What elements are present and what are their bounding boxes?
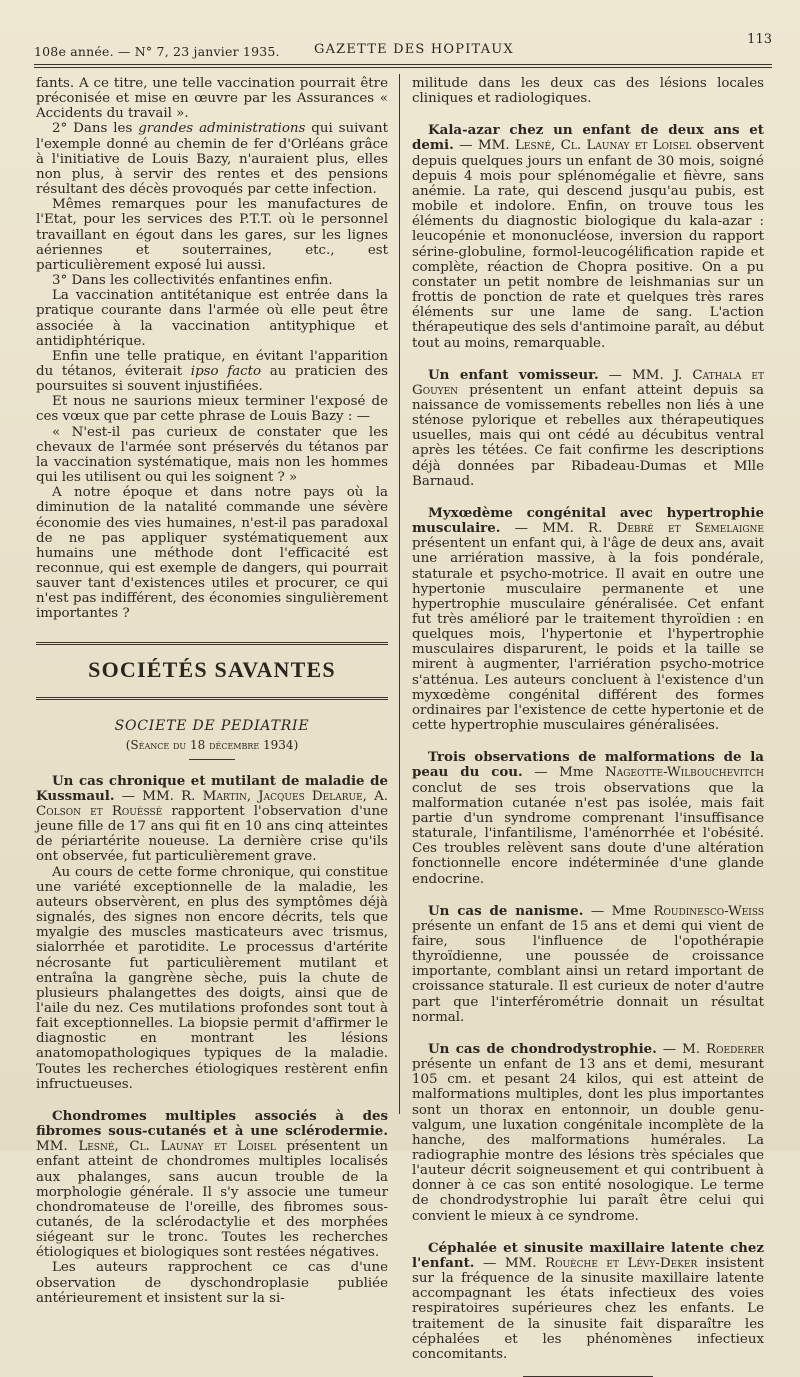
- article-myxoedeme: Myxœdème congénital avec hypertrophie musculaire. — MM. R. Debré et Semelaigne présentent un enfant qui, à l'âge de deux ans, avait une arriération massive, à la fois pondérale, staturale et psycho-motrice. Il avait en outre une hypertonie musculaire permanente et une hypertrophie musculaire généralisée. Cet enfant fut très amélioré par le traitement thyroïdien : en quelques mois, l'hypertonie et l'hypertrophie musculaires disparurent, le poids et la taille se mirent à augmenter, l'arriération psycho-motrice s'atténua. Les auteurs concluent à l'existence d'un myxœdème congénital différent des formes ordinaires par l'existence de cette hypertonie et de cette hypertrophie musculaires généralisées.: [412, 504, 765, 734]
- article-kala-azar: Kala-azar chez un enfant de deux ans et demi. — MM. Lesné, Cl. Launay et Loisel observent depuis quelques jours un enfant de 30 mois, soigné depuis 4 mois pour splénomégalie et fièvre, sans anémie. La rate, qui descend jusqu'au pubis, est mobile et indolore. Enfin, on trouve tous les éléments du diagnostic biologique du kala-azar : leucopénie et mononucléose, inversion du rapport sérine-globuline, formol-leucogélification rapide et complète, réaction de Chopra positive. On a pu constater un petit nombre de leishmanias sur un frottis de ponction de rate et quelques très rares éléments sur une lame de sang. L'action thérapeutique des sels d'antimoine paraît, au début tout au moins, remarquable.: [412, 122, 764, 351]
- journal-title: GAZETTE DES HOPITAUX: [314, 42, 514, 57]
- right-column: [412, 76, 764, 1377]
- article-peau-du-cou: Trois observations de malformations de la peau du cou. — Mme Nageotte-Wilbouchevitch conclut de ses trois observations que la malformation cutanée n'est pas isolée, mais fait partie d'un syndrome comprenant l'insuffisance staturale, l'infantilisme, l'aménorrhée et l'obésité. Ces troubles relèvent sans doute d'une altération fonctionnelle encore indéterminée d'une glande endocrine.: [412, 749, 765, 887]
- paragraph: 2° Dans les grandes administrations qui suivant l'exemple donné au chemin de fer d'Orléans grâce à l'initiative de Louis Bazy, n'auraient plus, elles non plus, à servir des rentes et des pensions résultant des décès provoqués par cette infection.: [36, 121, 388, 198]
- header-rule-2: [34, 67, 772, 68]
- paragraph: Enfin une telle pratique, en évitant l'apparition du tétanos, éviterait ipso facto au praticien des poursuites si souvent injustifiées.: [36, 348, 388, 395]
- paragraph: 3° Dans les collectivités enfantines enfin.: [52, 273, 333, 289]
- paragraph: Au cours de cette forme chronique, qui constitue une variété exceptionnelle de la maladie, les auteurs observèrent, en plus des symptômes déjà signalés, des signes non encore décrits, tels que myalgie des muscles masticateurs avec trismus, sialorrhée et parotidite. Le processus d'artérite nécrosante fut particulièrement mutilant et entraîna la gangrène sèche, puis la chute de plusieurs phalangettes des doigts, ainsi que de l'aile du nez. Ces mutilations profondes sont tout à fait exceptionnelles. La biopsie permit d'affirmer le diagnostic en montrant les lésions anatomopathologiques typiques de la maladie. Toutes les recherches étiologiques restèrent enfin infructueuses.: [36, 864, 388, 1092]
- divider: [189, 759, 235, 760]
- paragraph: La vaccination antitétanique est entrée dans la pratique courante dans l'armée où elle peut être associée à la vaccination antityphique et antidiphtérique.: [36, 288, 388, 349]
- article-chondrodystrophie: Un cas de chondrodystrophie. — M. Roederer présente un enfant de 13 ans et demi, mesurant 105 cm. et pesant 24 kilos, qui est atteint de malformations multiples, dont les plus importantes sont un thorax en entonnoir, un double genu-valgum, une luxation congénitale incomplète de la hanche, des malformations humérales. La radiographie montre des lésions très spéciales que l'auteur décrit soigneusement et qui contribuent à donner à ce cas son entité nosologique. Le terme de chondrodystrophie lui paraît être celui qui convient le mieux à ce syndrome.: [412, 1040, 764, 1224]
- paragraph: Les auteurs rapprochent ce cas d'une observation de dyschondroplasie publiée antérieurement et insistent sur la si-: [36, 1260, 388, 1306]
- header-rule: [34, 64, 772, 65]
- page-number: 113: [747, 32, 772, 47]
- column-divider: [399, 74, 400, 1114]
- paragraph: Mêmes remarques pour les manufactures de l'Etat, pour les services des P.T.T. où le personnel travaillant en égout dans les gares, sur les lignes aériennes et souterraines, etc., est particulièrement exposé lui aussi.: [36, 197, 388, 273]
- section-title: SOCIÉTÉS SAVANTES: [88, 656, 336, 682]
- paragraph: fants. A ce titre, une telle vaccination pourrait être préconisée et mise en œuvre par les Assurances « Accidents du travail ».: [36, 76, 388, 122]
- left-column: [36, 76, 388, 1306]
- article-cephalee: Céphalée et sinusite maxillaire latente chez l'enfant. — MM. Rouèche et Lévy-Deker insistent sur la fréquence de la sinusite maxillaire latente accompagnant les états infectieux des voies respiratoires supérieures chez les enfants. Le traitement de la sinusite fait disparaître les céphalées et les phénomènes infectieux concomitants.: [412, 1239, 764, 1362]
- article-vomisseur: Un enfant vomisseur. — MM. J. Cathala et Gouyen présentent un enfant atteint depuis sa naissance de vomissements rebelles non liés à une sténose pylorique et rebelles aux thérapeutiques usuelles, mais qui ont cédé au décubitus ventral après les tétées. Ce fait confirme les descriptions déjà données par Ribadeau-Dumas et Mlle Barnaud.: [412, 366, 764, 489]
- article-kussmaul: Un cas chronique et mutilant de maladie de Kussmaul. — MM. R. Martin, Jacques Delarue, A. Colson et Rouèssé rapportent l'observation d'une jeune fille de 17 ans qui fit en 10 ans cinq atteintes de périartérite noueuse. La dernière crise qu'ils ont observée, fut particulièrement grave.: [36, 772, 388, 865]
- paragraph: A notre époque et dans notre pays où la diminution de la natalité commande une sévère économie des vies humaines, n'est-il pas paradoxal de ne pas appliquer systématiquement aux humains une méthode dont l'efficacité est reconnue, qui est exemple de dangers, qui pourrait sauver tant d'existences utiles et procurer, ce qui n'est pas indifférent, des économies singulièrement importantes ?: [36, 485, 388, 622]
- article-chondromes: Chondromes multiples associés à des fibromes sous-cutanés et à une sclérodermie. MM. Lesné, Cl. Launay et Loisel présentent un enfant atteint de chondromes multiples localisés aux phalanges, sans aucun trouble de la morphologie générale. Il s'y associe une tumeur chondromateuse de l'oreille, des fibromes sous-cutanés, de la sclérodactylie et des morphées siégeant sur le tronc. Toutes les recherches étiologiques et biologiques sont restées négatives.: [36, 1107, 389, 1261]
- issue-line: 108e année. — N° 7, 23 janvier 1935.: [34, 44, 280, 59]
- session-date: (Séance du 18 décembre 1934): [125, 737, 299, 752]
- article-nanisme: Un cas de nanisme. — Mme Roudinesco-Weiss présente un enfant de 15 ans et demi qui vient de faire, sous l'influence de l'opothérapie thyroïdienne, une poussée de croissance importante, comblant ainsi un retard important de croissance staturale. Il est curieux de noter d'autre part que l'interférométrie donnait un résultat normal.: [412, 902, 765, 1025]
- page-header: [34, 32, 772, 60]
- section-rule: [36, 642, 388, 645]
- paragraph: Et nous ne saurions mieux terminer l'exposé de ces vœux que par cette phrase de Louis Bazy : —: [36, 394, 388, 425]
- society-name: SOCIETE DE PEDIATRIE: [114, 717, 310, 734]
- quotation: « N'est-il pas curieux de constater que les chevaux de l'armée sont préservés du tétanos par la vaccination systématique, mais non les hommes qui les utilisent ou qui les soignent ? »: [36, 424, 388, 486]
- paragraph: militude dans les deux cas des lésions locales cliniques et radiologiques.: [412, 76, 764, 107]
